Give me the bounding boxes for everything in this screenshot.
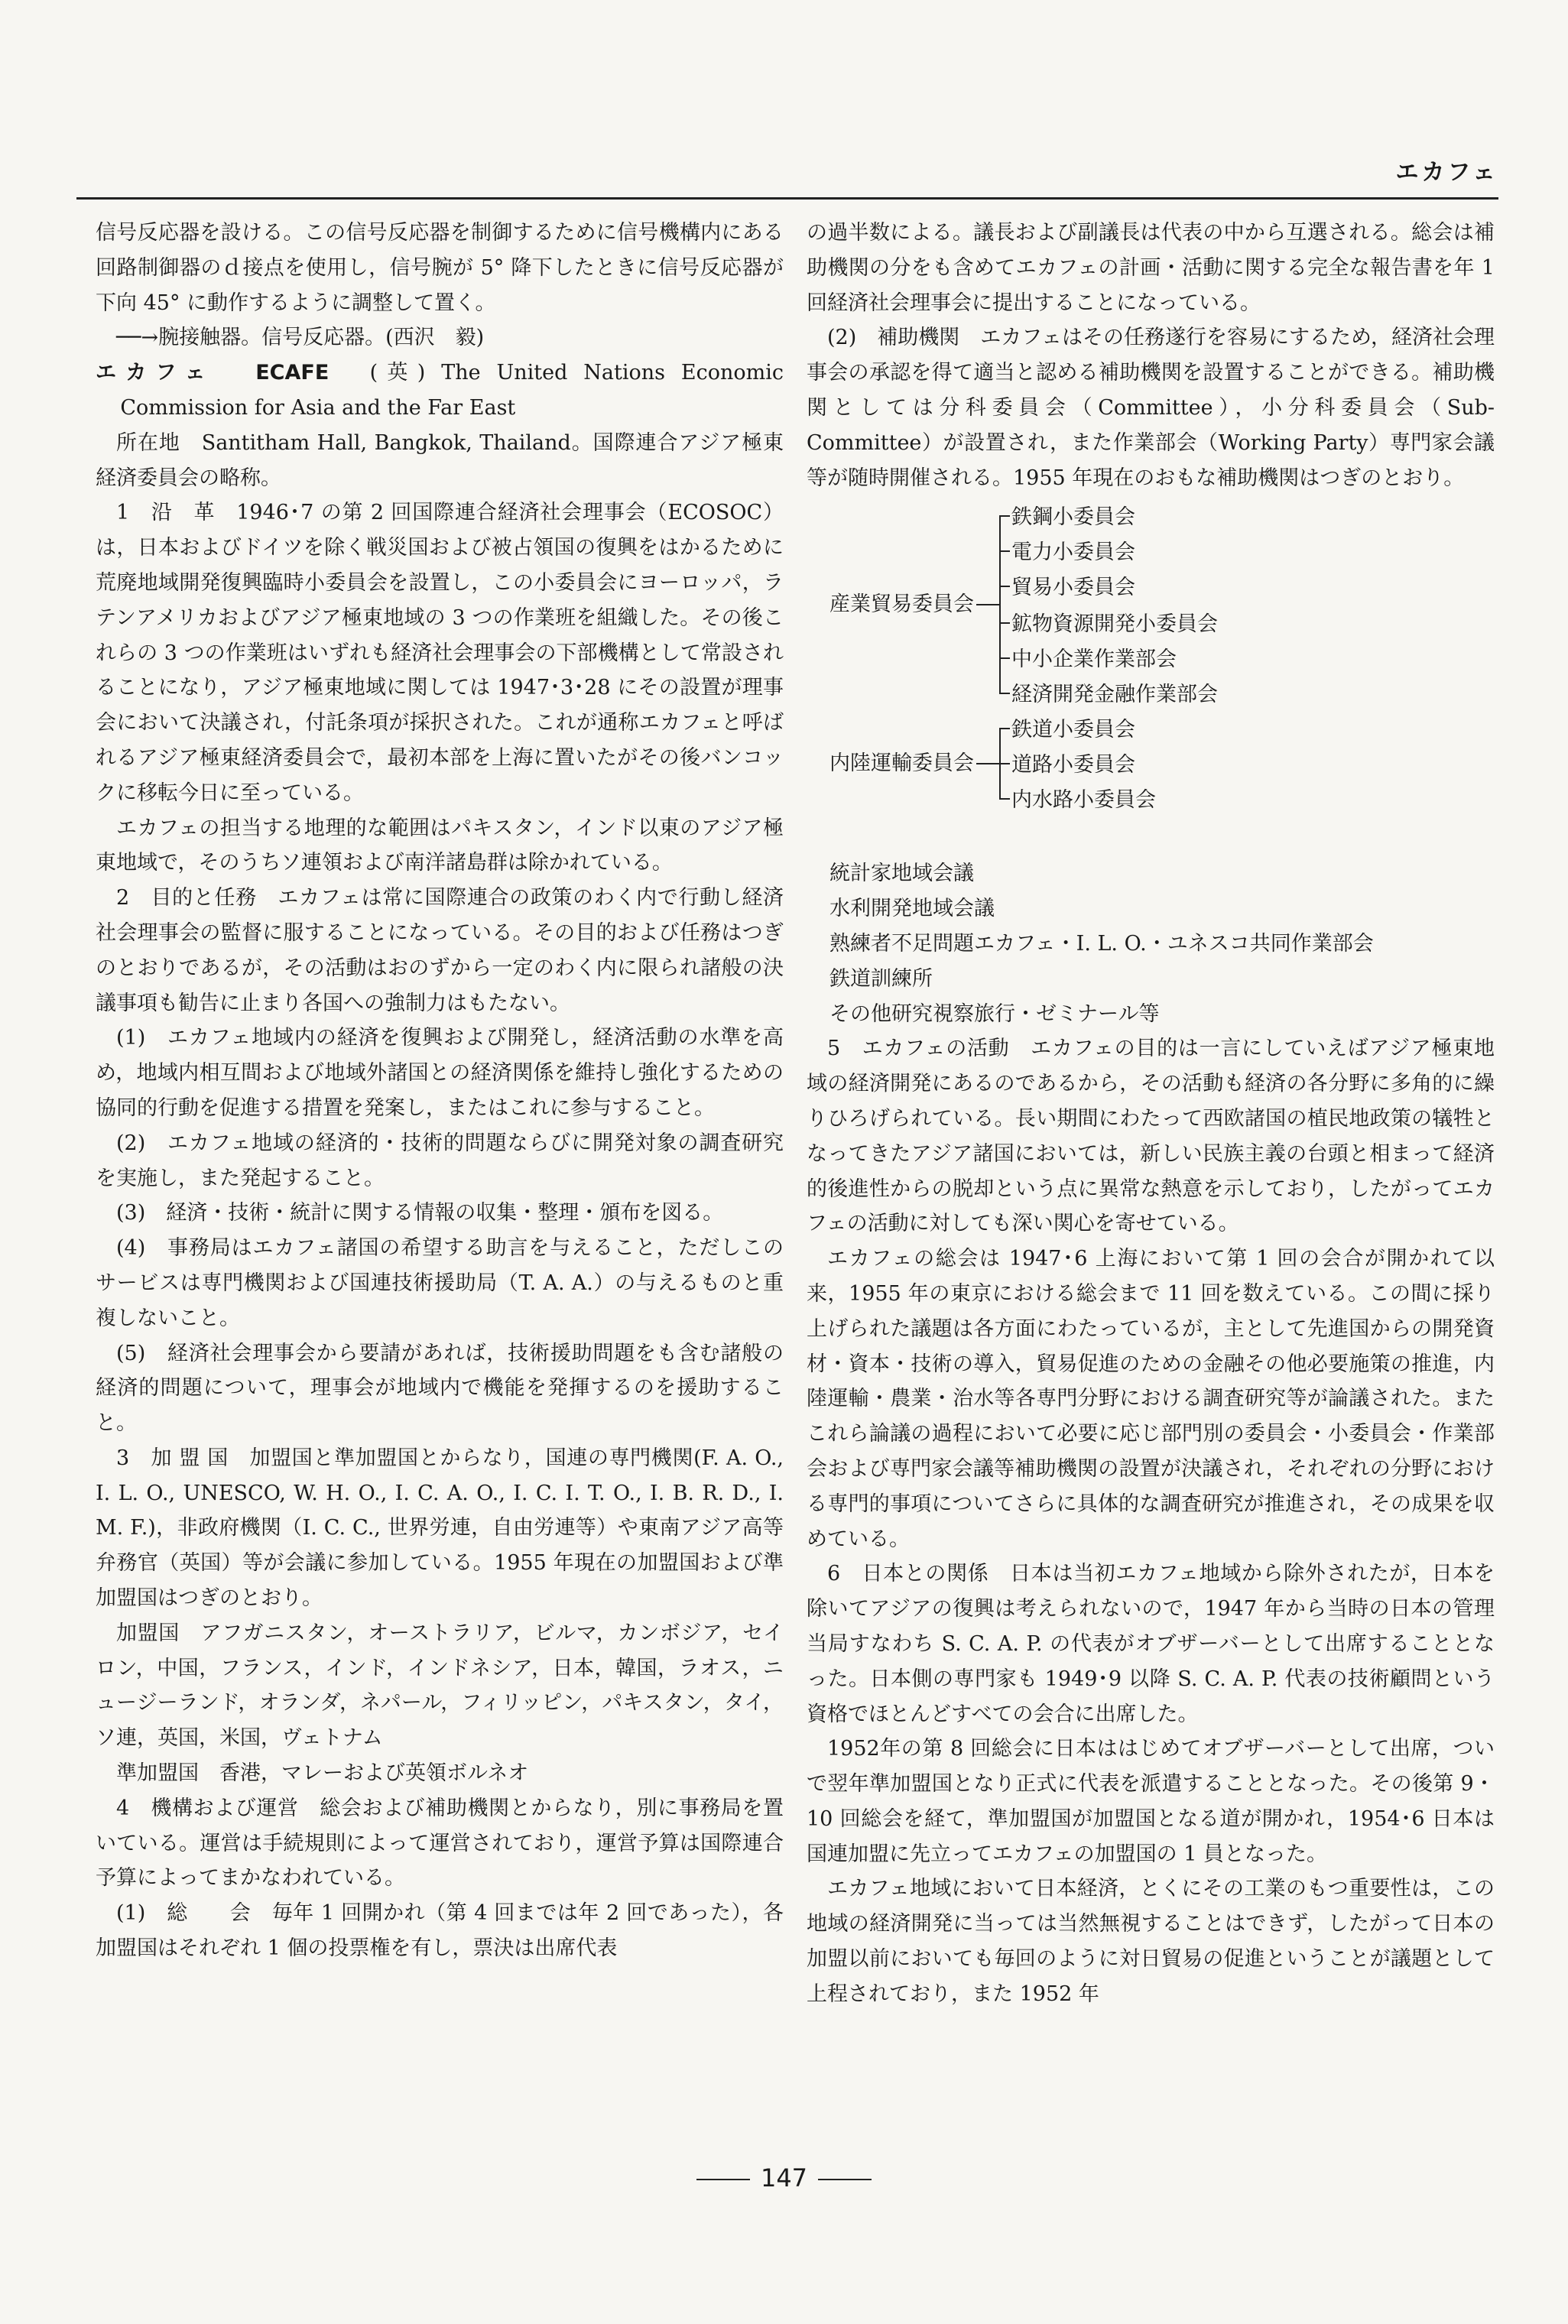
continuation-text: の過半数による。議長および副議長は代表の中から互選される。総会は補助機関の分をも含めてエカフェの計画・活動に関する完全な報告書を年 1 回経済社会理事会に提出することになっている。 <box>807 221 1495 315</box>
section-6-membership: 1952年の第 8 回総会に日本ははじめてオブザーバーとして出席，ついで翌年準加盟国となり正式に代表を派遣することとなった。その後第 9・10 回総会を経て，準加盟国が加盟国となる道が開かれ，1954･6 日本は国連加盟に先立ってエカフェの加盟国の 1 員となった。 <box>807 1737 1495 1866</box>
entry-abbr: ECAFE <box>255 361 330 385</box>
section-5-sessions: エカフェの総会は 1947･6 上海において第 1 回の会合が開かれて以来，1955 年の東京における総会まで 11 回を数えている。この間に採り上げられた議題は各方面にわたっているが，主として先進国からの開発資材・資本・技術の導入，貿易促進のための金融その他必要施策の推進，内陸運輸・農業・治水等各専門分野における調査研究等が論議された。またこれら論議の過程において必要に応じ部門別の委員会・小委員会・作業部会および専門家会議等補助機関の設置が決議され，それぞれの分野における専門的事項についてさらに具体的な調査研究が推進され，その成果を収めている。 <box>807 1247 1495 1551</box>
entry-heading <box>96 355 784 426</box>
section-1-history: 1 沿 革 1946･7 の第 2 回国際連合経済社会理事会（ECOSOC）は，日本およびドイツを除く戦災国および被占領国の復興をはかるために荒廃地域開発復興臨時小委員会を設置し，この小委員会にヨーロッパ，ラテンアメリカおよびアジア極東地域の 3 つの作業班を組織した。その後これらの 3 つの作業班はいずれも経済社会理事会の下部機構として常設されることになり，アジア極東地域に関しては 1947･3･28 にその設置が理事会において決議され，付託条項が採択された。これが通称エカフェと呼ばれるアジア極東経済委員会で，最初本部を上海に置いたがその後バンコックに移転今日に至っている。 <box>96 501 784 805</box>
tree-connector <box>999 763 1010 764</box>
other-body: 統計家地域会議 <box>829 862 974 886</box>
page-number <box>0 2163 1568 2193</box>
section-4-structure: 4 機構および運営 総会および補助機関とからなり，別に事務局を置いている。運営は手続規則によって運営されており，運営予算は国際連合予算によってまかなわれている。 <box>96 1796 784 1891</box>
tree-connector <box>999 693 1010 694</box>
tree-child: 電力小委員会 <box>1011 540 1135 565</box>
section-1-scope: エカフェの担当する地理的な範囲はパキスタン，インド以東のアジア極東地域で，そのうちソ連領および南洋諸島群は除かれている。 <box>96 816 784 875</box>
section-2-item: (1) エカフェ地域内の経済を復興および開発し，経済活動の水準を高め，地域内相互間および地域外諸国との経済関係を維持し強化するための協同的行動を促進する措置を発案し，またはこれに参与すること。 <box>96 1026 784 1120</box>
associate-member-list: 準加盟国 香港，マレーおよび英領ボルネオ <box>116 1761 529 1786</box>
tree-connector <box>999 515 1001 693</box>
page-number-dash <box>818 2179 872 2180</box>
section-3-members: 3 加 盟 国 加盟国と準加盟国とからなり，国連の専門機関(F. A. O., I. L. O., UNESCO, W. H. O., I. C. A. O., I. C. I. T. O., I. B. R. D., I. M. F.)，非政府機関（I. C. C., 世界労連，自由労連等）や東南アジア高等弁務官（英国）等が会議に参加している。1955 年現在の加盟国および準加盟国はつぎのとおり。 <box>96 1446 784 1611</box>
page-number-text: 147 <box>760 2163 808 2193</box>
tree-connector <box>999 550 1010 552</box>
tree-parent-industry-trade: 産業貿易委員会 <box>829 592 974 617</box>
tree-connector <box>976 763 999 764</box>
tree-child: 鉄鋼小委員会 <box>1011 505 1135 530</box>
tree-child: 経済開発金融作業部会 <box>1011 683 1218 707</box>
tree-child: 鉄道小委員会 <box>1011 718 1135 742</box>
other-body: 熟練者不足問題エカフェ・I. L. O.・ユネスコ共同作業部会 <box>829 931 1374 956</box>
section-4-general-assembly: (1) 総 会 毎年 1 回開かれ（第 4 回までは年 2 回であった），各加盟国はそれぞれ 1 個の投票権を有し，票決は出席代表 <box>96 1901 784 1961</box>
tree-child: 道路小委員会 <box>1011 753 1135 777</box>
running-header <box>76 153 1498 199</box>
location-text: 所在地 Santitham Hall, Bangkok, Thailand。国際連合アジア極東経済委員会の略称。 <box>96 430 784 490</box>
section-2-item: (5) 経済社会理事会から要請があれば，技術援助問題をも含む諸般の経済的問題について，理事会が地域内で機能を発揮するのを援助すること。 <box>96 1341 784 1436</box>
tree-connector <box>999 798 1010 800</box>
section-2-item: (3) 経済・技術・統計に関する情報の収集・整理・頒布を図る。 <box>116 1201 724 1225</box>
left-column <box>96 216 784 1966</box>
tree-connector <box>999 622 1010 624</box>
other-body: 水利開発地域会議 <box>829 897 995 921</box>
other-body: その他研究視察旅行・ゼミナール等 <box>829 1001 1160 1026</box>
other-body: 鉄道訓練所 <box>829 966 933 991</box>
tree-parent-inland-transport: 内陸運輸委員会 <box>829 751 974 776</box>
tree-connector <box>999 586 1010 587</box>
tree-child: 鉱物資源開発小委員会 <box>1011 612 1218 637</box>
tree-child: 内水路小委員会 <box>1011 788 1156 813</box>
section-2-item: (4) 事務局はエカフェ諸国の希望する助言を与えること，ただしこのサービスは専門機関および国連技術援助局（T. A. A.）の与えるものと重複しないこと。 <box>96 1236 784 1330</box>
page-number-dash <box>696 2179 750 2180</box>
organization-tree <box>807 498 1495 850</box>
section-4-subsidiary-bodies: (2) 補助機関 エカフェはその任務遂行を容易にするため，経済社会理事会の承認を得て適当と認める補助機関を設置することができる。補助機関としては分科委員会（Committee），小分科委員会（Sub-Committee）が設置され，また作業部会（Working Party）専門家会議等が随時開催される。1955 年現在のおもな補助機関はつぎのとおり。 <box>807 326 1495 490</box>
member-list: 加盟国 アフガニスタン，オーストラリア，ビルマ，カンボジア，セイロン，中国，フランス，インド，インドネシア，日本，韓国，ラオス，ニュージーランド，オランダ，ネパール，フィリッピン，パキスタン，タイ，ソ連，英国，米国，ヴェトナム <box>96 1621 784 1751</box>
section-6-economy: エカフェ地域において日本経済，とくにその工業のもつ重要性は，この地域の経済開発に当っては当然無視することはできず，したがって日本の加盟以前においても毎回のように対日貿易の促進ということが議題として上程されており，また 1952 年 <box>807 1877 1495 2006</box>
section-6-japan: 6 日本との関係 日本は当初エカフェ地域から除外されたが，日本を除いてアジアの復興は考えられないので，1947 年から当時の日本の管理当局すなわち S. C. A. P. の代表がオブザーバーとして出席することとなった。日本側の専門家も 1949･9 以降 S. C. A. P. 代表の技術顧問という資格でほとんどすべての会合に出席した。 <box>807 1562 1495 1726</box>
header-title: エカフェ <box>1395 159 1498 186</box>
section-5-activities: 5 エカフェの活動 エカフェの目的は一言にしていえばアジア極東地域の経済開発にあるのであるから，その活動も経済の各分野に多角的に繰りひろげられている。長い期間にわたって西欧諸国の植民地政策の犠牲となってきたアジア諸国においては，新しい民族主義の台頭と相まって経済的後進性からの脱却という点に異常な熱意を示しており，したがってエカフェの活動に対しても深い関心を寄せている。 <box>807 1037 1495 1236</box>
cross-reference: ──→腕接触器。信号反応器。(西沢 毅) <box>116 326 485 350</box>
tree-child: 中小企業作業部会 <box>1011 648 1177 672</box>
tree-connector <box>999 515 1010 517</box>
tree-child: 貿易小委員会 <box>1011 576 1135 600</box>
right-column <box>807 216 1495 2012</box>
tree-connector <box>999 657 1010 659</box>
entry-english: (英) The United Nations Economic Commission for Asia and the Far East <box>120 361 784 420</box>
entry-head-word: エカフェ <box>96 361 215 385</box>
tree-connector <box>999 728 1010 729</box>
continuation-text: 信号反応器を設ける。この信号反応器を制御するために信号機構内にある回路制御器のｄ接点を使用し，信号腕が 5° 降下したときに信号反応器が下向 45° に動作するように調整して置く。 <box>96 221 784 315</box>
section-2-purpose: 2 目的と任務 エカフェは常に国際連合の政策のわく内で行動し経済社会理事会の監督に服することになっている。その目的および任務はつぎのとおりであるが，その活動はおのずから一定のわく内に限られ諸般の決議事項も勧告に止まり各国への強制力はもたない。 <box>96 886 784 1015</box>
section-2-item: (2) エカフェ地域の経済的・技術的問題ならびに開発対象の調査研究を実施し，また発起すること。 <box>96 1131 784 1190</box>
tree-connector <box>976 604 999 605</box>
header-rule <box>76 197 1498 200</box>
